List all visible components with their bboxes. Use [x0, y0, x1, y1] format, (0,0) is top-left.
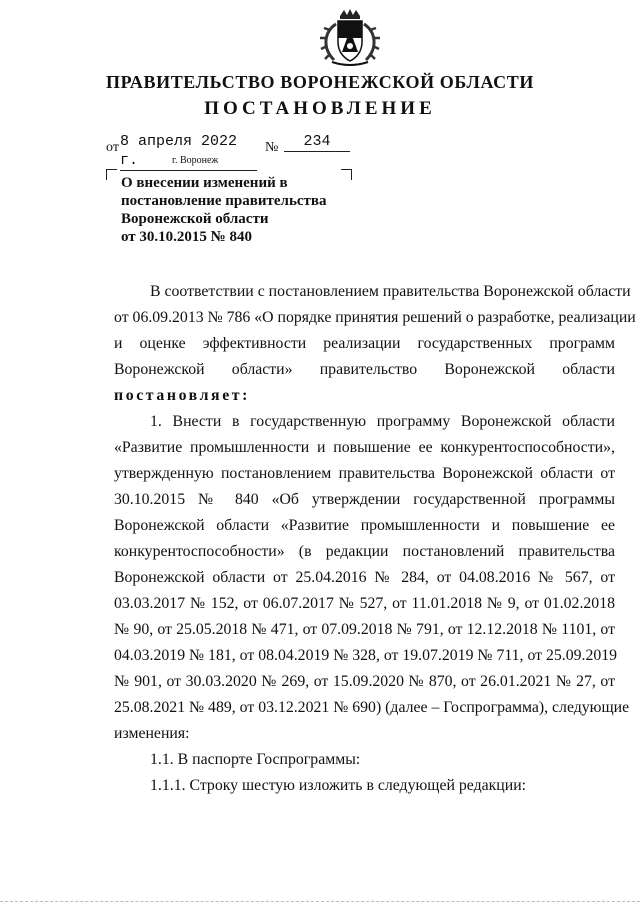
subject-line: от 30.10.2015 № 840: [121, 229, 252, 245]
document-date: 8 апреля 2022 г.: [120, 132, 257, 171]
body-line: В соответствии с постановлением правительства Воронежской области: [150, 283, 631, 300]
issue-city: г. Воронеж: [172, 155, 219, 166]
body-line: от 06.09.2013 № 786 «О порядке принятия решений о разработке, реализации: [114, 309, 636, 326]
document-number: 234: [284, 132, 350, 152]
page-bottom-rule: [0, 901, 640, 902]
body-line: 30.10.2015 № 840 «Об утверждении государственной программы: [114, 491, 615, 508]
body-line: 04.03.2019 № 181, от 08.04.2019 № 328, от 19.07.2019 № 711, от 25.09.2019: [114, 647, 618, 664]
body-line: конкурентоспособности» (в редакции постановлений правительства: [114, 543, 615, 560]
document-type-heading: ПОСТАНОВЛЕНИЕ: [204, 98, 436, 119]
body-line: 03.03.2017 № 152, от 06.07.2017 № 527, от 11.01.2018 № 9, от 01.02.2018: [114, 595, 615, 612]
subject-line: Воронежской области: [121, 211, 269, 227]
body-line: и оценке эффективности реализации государственных программ: [114, 335, 615, 352]
body-line: Воронежской области «Развитие промышленности и повышение ее: [114, 517, 615, 534]
body-line: Воронежской области» правительство Воронежской области: [114, 361, 615, 378]
body-line: № 90, от 25.05.2018 № 471, от 07.09.2018 № 791, от 12.12.2018 № 1101, от: [114, 621, 615, 638]
body-line: 1.1.1. Строку шестую изложить в следующей редакции:: [150, 777, 527, 794]
body-line: «Развитие промышленности и повышение ее конкурентоспособности»,: [114, 439, 615, 456]
number-label: №: [265, 140, 279, 155]
body-line: 25.08.2021 № 489, от 03.12.2021 № 690) (далее – Госпрограмма), следующие: [114, 699, 630, 716]
subject-line: О внесении изменений в: [121, 175, 288, 191]
subject-bracket-left: [106, 169, 117, 180]
body-line: 1.1. В паспорте Госпрограммы:: [150, 751, 361, 768]
resolves-keyword: постановляет:: [114, 387, 251, 404]
coat-of-arms-icon: [316, 8, 384, 68]
body-line: 1. Внести в государственную программу Воронежской области: [150, 413, 615, 430]
body-line: Воронежской области от 25.04.2016 № 284, от 04.08.2016 № 567, от: [114, 569, 615, 586]
body-line: изменения:: [114, 725, 190, 742]
coat-of-arms-emblem: [316, 8, 384, 68]
body-line: № 901, от 30.03.2020 № 269, от 15.09.2020 № 870, от 26.01.2021 № 27, от: [114, 673, 615, 690]
document-subject: [121, 174, 361, 246]
date-prefix: от: [106, 140, 119, 155]
subject-line: постановление правительства: [121, 193, 327, 209]
issuer-title: ПРАВИТЕЛЬСТВО ВОРОНЕЖСКОЙ ОБЛАСТИ: [106, 72, 534, 92]
body-line: утвержденную постановлением правительства Воронежской области от: [114, 465, 615, 482]
